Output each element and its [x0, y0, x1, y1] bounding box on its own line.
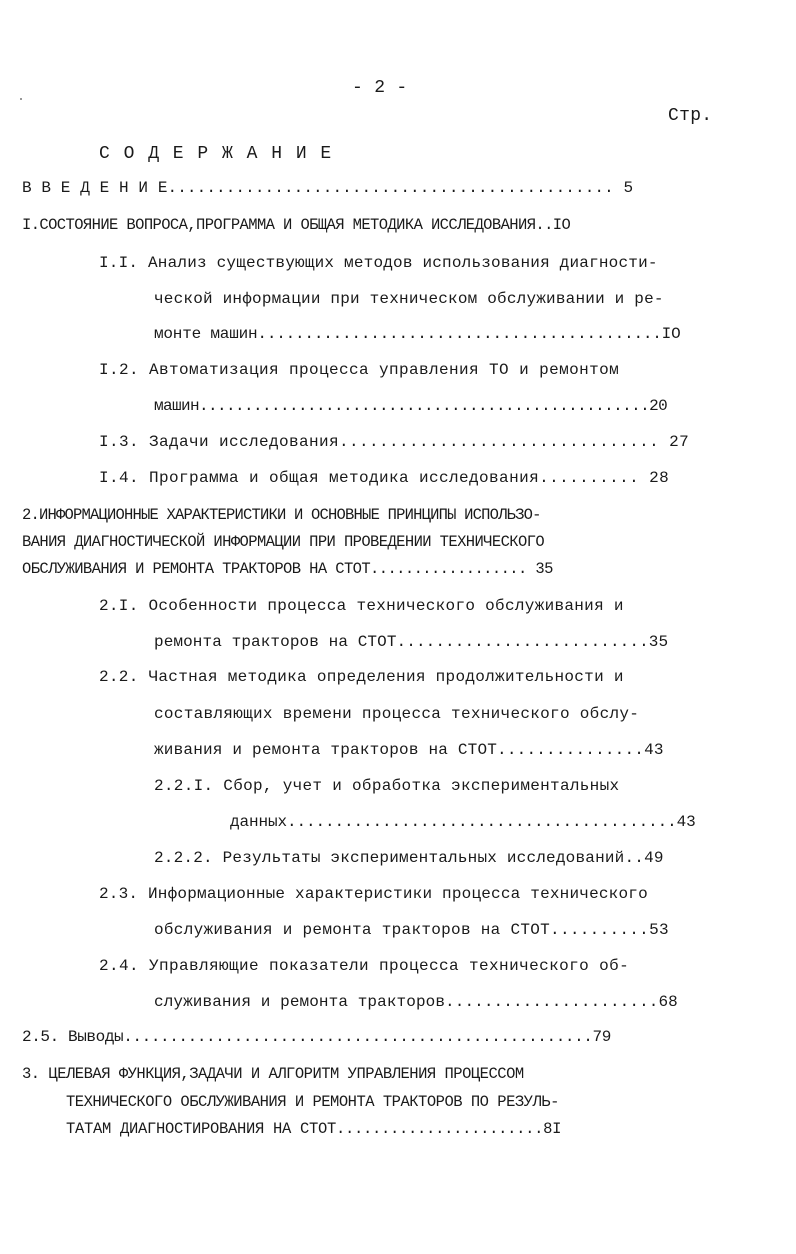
- toc-entry-chapter-3-line-2: ТЕХНИЧЕСКОГО ОБСЛУЖИВАНИЯ И РЕМОНТА ТРАКТОРОВ ПО РЕЗУЛЬ-: [66, 1093, 559, 1111]
- toc-entry-introduction: В В Е Д Е Н И Е.............................................. 5: [22, 179, 634, 197]
- toc-entry-chapter-2-line-3: ОБСЛУЖИВАНИЯ И РЕМОНТА ТРАКТОРОВ НА СТОТ.................. 35: [22, 560, 553, 578]
- toc-entry-2-2-1-line-1: 2.2.I. Сбор, учет и обработка экспериментальных: [154, 777, 620, 795]
- toc-entry-2-2-1-line-2: данных.........................................43: [230, 813, 696, 831]
- toc-entry-2-4-line-1: 2.4. Управляющие показатели процесса технического об-: [99, 957, 630, 975]
- toc-entry-1-1-line-1: I.I. Анализ существующих методов использования диагности-: [99, 254, 658, 272]
- toc-entry-2-2-line-2: составляющих времени процесса технического обслу-: [154, 705, 640, 723]
- toc-title: С О Д Е Р Ж А Н И Е: [99, 144, 333, 164]
- toc-entry-1-3: I.3. Задачи исследования................................ 27: [99, 433, 690, 451]
- toc-entry-2-4-line-2: служивания и ремонта тракторов......................68: [154, 993, 678, 1011]
- toc-entry-2-1-line-1: 2.I. Особенности процесса технического обслуживания и: [99, 597, 624, 615]
- toc-entry-2-5: 2.5. Выводы...................................................79: [22, 1028, 611, 1046]
- page-column-label: Стр.: [668, 106, 713, 126]
- toc-entry-1-2-line-1: I.2. Автоматизация процесса управления ТО и ремонтом: [99, 361, 620, 379]
- toc-entry-chapter-1: I.СОСТОЯНИЕ ВОПРОСА,ПРОГРАММА И ОБЩАЯ МЕТОДИКА ИССЛЕДОВАНИЯ..IО: [22, 216, 571, 234]
- toc-entry-chapter-2-line-1: 2.ИНФОРМАЦИОННЫЕ ХАРАКТЕРИСТИКИ И ОСНОВНЫЕ ПРИНЦИПЫ ИСПОЛЬЗО-: [22, 506, 541, 524]
- toc-entry-1-1-line-2: ческой информации при техническом обслуживании и ре-: [154, 290, 664, 308]
- scan-speck: [20, 98, 22, 100]
- toc-entry-2-2-2: 2.2.2. Результаты экспериментальных исследований..49: [154, 849, 664, 867]
- toc-entry-2-1-line-2: ремонта тракторов на СТОТ..........................35: [154, 633, 669, 651]
- toc-entry-2-3-line-1: 2.3. Информационные характеристики процесса технического: [99, 885, 648, 903]
- toc-entry-chapter-3-line-3: ТАТАМ ДИАГНОСТИРОВАНИЯ НА СТОТ.......................8I: [66, 1120, 562, 1138]
- toc-entry-2-2-line-3: живания и ремонта тракторов на СТОТ...............43: [154, 741, 664, 759]
- toc-entry-1-1-line-3: монте машин...........................................IО: [154, 325, 681, 343]
- toc-entry-chapter-3-line-1: 3. ЦЕЛЕВАЯ ФУНКЦИЯ,ЗАДАЧИ И АЛГОРИТМ УПРАВЛЕНИЯ ПРОЦЕССОМ: [22, 1065, 524, 1083]
- page-number: - 2 -: [352, 78, 408, 98]
- toc-entry-2-2-line-1: 2.2. Частная методика определения продолжительности и: [99, 668, 624, 686]
- toc-entry-1-2-line-2: машин..................................................20: [154, 397, 668, 415]
- toc-entry-2-3-line-2: обслуживания и ремонта тракторов на СТОТ..........53: [154, 921, 669, 939]
- toc-entry-chapter-2-line-2: ВАНИЯ ДИАГНОСТИЧЕСКОЙ ИНФОРМАЦИИ ПРИ ПРОВЕДЕНИИ ТЕХНИЧЕСКОГО: [22, 533, 545, 551]
- toc-entry-1-4: I.4. Программа и общая методика исследования.......... 28: [99, 469, 670, 487]
